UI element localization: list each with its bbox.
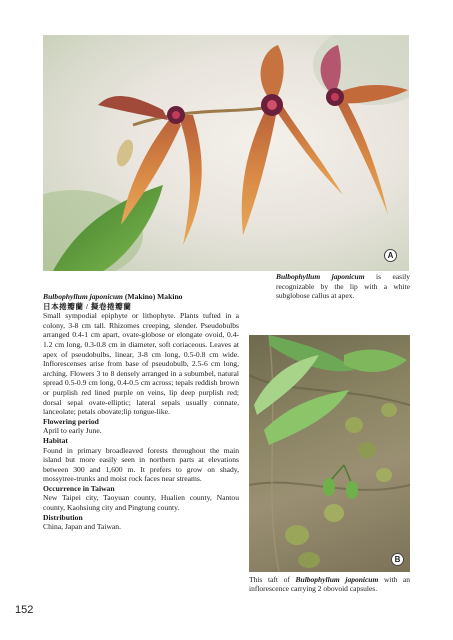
caption-a-text: is easily recognizable by the lip with a white subglobose callus at apex. (276, 272, 411, 301)
caption-b-species: Bulbophyllum japonicum (295, 575, 379, 584)
photo-b-caption (249, 575, 410, 594)
species-title (43, 292, 239, 302)
occurrence-body: New Taipei city, Taoyuan county, Hualien county, Nantou county, Kaohsiung city and Pingtung county. (43, 493, 239, 513)
species-description-column (43, 292, 239, 532)
habitat-body: Found in primary broadleaved forests throughout the main island but more easily seen in northern parts at elevations between 300 and 1,600 m. It prefers to grow on shady, mossytree-trunks and moist rock faces near streams. (43, 445, 239, 484)
caption-b-suffix: with an inflorescence carrying 2 obovoid capsules. (249, 575, 411, 594)
caption-a-species: Bulbophyllum japonicum (276, 272, 365, 281)
orchid-flower-photo (43, 35, 409, 271)
page-number: 152 (15, 604, 34, 616)
distribution-heading: Distribution (43, 512, 83, 522)
species-title-author: (Makino) Makino (122, 292, 183, 301)
chinese-name: 日本捲瓣蘭 / 擬卷捲瓣蘭 (43, 301, 132, 311)
photo-b-badge: B (391, 553, 404, 566)
habitat-heading: Habitat (43, 435, 68, 445)
plant-tuft-illustration (249, 335, 410, 572)
caption-b-prefix: This taft of (249, 575, 296, 584)
occurrence-heading: Occurrence in Taiwan (43, 483, 115, 493)
distribution-body: China, Japan and Taiwan. (43, 522, 121, 532)
photo-a-caption (276, 272, 410, 301)
flowering-period-heading: Flowering period (43, 416, 99, 426)
plant-tuft-photo (249, 335, 410, 572)
species-description: Small sympodial epiphyte or lithophyte. Plants tufted in a colony, 3-8 cm tall. Rhizomes creeping, slender. Pseudobulbs arranged 0.4-1 cm apart, ovate-globose or elongate ovoid, 0.4-1.2 cm long, 0.3-0.8 cm in diameter, soft coriaceous. Leaves at apex of pseudobulbs, linear, 3-8 cm long, 0.5-0.8 cm wide. Inflorescenses arise from base of pseudobulb, 2.5-6 cm long, arching. Flowers 3 to 8 densely arranged in a subumbel, natural spread 0.5-0.9 cm long, 0.4-0.5 cm across; tepals reddish brown or purplish red lined purple on veins, lip deep purplish red; dorsal sepal ovate-elliptic; lateral sepals usually connate, lanceolate; petals obovate;lip tongue-like. (43, 311, 239, 417)
flowering-period-body: April to early June. (43, 426, 102, 436)
orchid-flower-illustration (43, 35, 409, 271)
photo-a-badge: A (384, 249, 397, 262)
species-title-name: Bulbophyllum japonicum (43, 292, 123, 301)
